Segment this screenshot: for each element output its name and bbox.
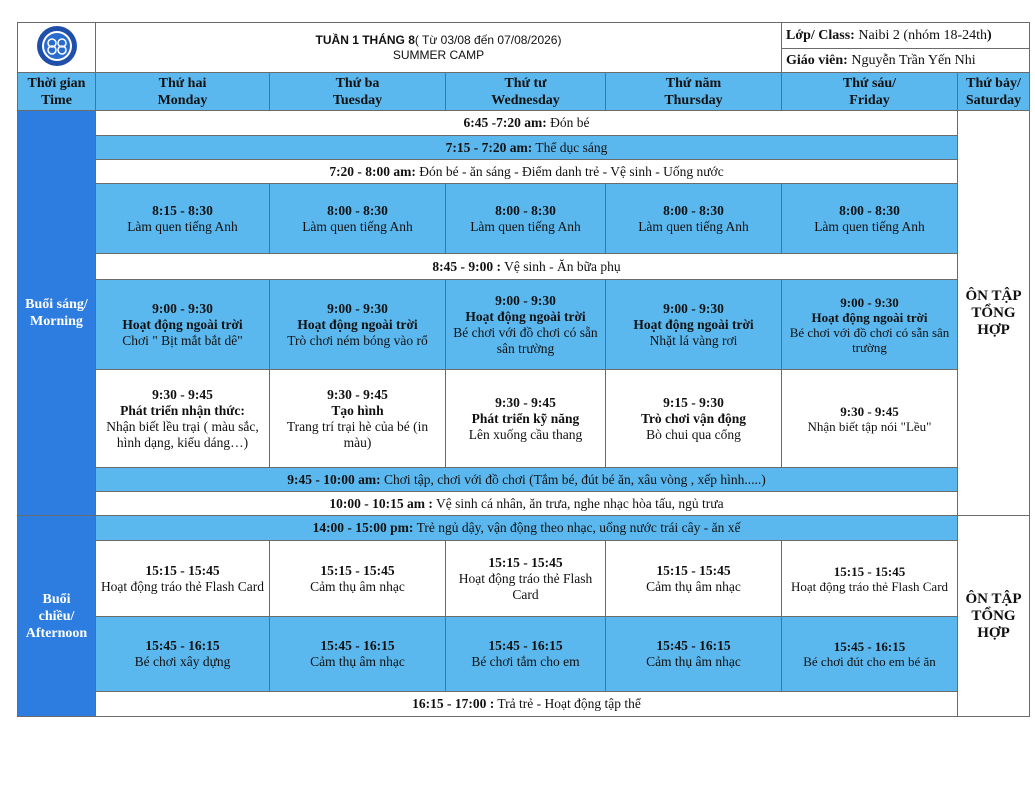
development-monday: 9:30 - 9:45 Phát triển nhận thức: Nhận biết lều trại ( màu sắc, hình dạng, kiểu dáng…): [96, 370, 270, 468]
span-row-wakeup: 14:00 - 15:00 pm: Trẻ ngủ dậy, vận động theo nhạc, uống nước trái cây - ăn xế: [96, 516, 958, 541]
afternoon1-tuesday: 15:15 - 15:45 Cảm thụ âm nhạc: [270, 541, 446, 617]
afternoon1-wednesday: 15:15 - 15:45 Hoạt động tráo thẻ Flash Card: [446, 541, 606, 617]
english-monday: 8:15 - 8:30 Làm quen tiếng Anh: [96, 184, 270, 254]
outdoor-monday: 9:00 - 9:30 Hoạt động ngoài trời Chơi " Bịt mắt bắt dê": [96, 280, 270, 370]
span-row-exercise: 7:15 - 7:20 am: Thể dục sáng: [96, 136, 958, 160]
teacher-info: Giáo viên: Nguyễn Trần Yến Nhi: [782, 49, 1030, 73]
span-row-lunch: 10:00 - 10:15 am : Vệ sinh cá nhân, ăn trưa, nghe nhạc hòa tấu, ngủ trưa: [96, 492, 958, 516]
col-header-time: Thời gian Time: [18, 73, 96, 111]
english-friday: 8:00 - 8:30 Làm quen tiếng Anh: [782, 184, 958, 254]
span-row-pickup: 16:15 - 17:00 : Trả trẻ - Hoạt động tập thể: [96, 692, 958, 717]
afternoon-label: Buổi chiều/ Afternoon: [18, 516, 96, 717]
school-logo: [18, 23, 96, 73]
school-logo-icon: [35, 24, 79, 68]
afternoon1-thursday: 15:15 - 15:45 Cảm thụ âm nhạc: [606, 541, 782, 617]
col-header-monday: Thứ hai Monday: [96, 73, 270, 111]
schedule-table: [17, 22, 1030, 717]
development-wednesday: 9:30 - 9:45 Phát triển kỹ năng Lên xuống cầu thang: [446, 370, 606, 468]
english-tuesday: 8:00 - 8:30 Làm quen tiếng Anh: [270, 184, 446, 254]
col-header-wednesday: Thứ tư Wednesday: [446, 73, 606, 111]
afternoon2-wednesday: 15:45 - 16:15 Bé chơi tắm cho em: [446, 617, 606, 692]
development-friday: 9:30 - 9:45 Nhận biết tập nói "Lều": [782, 370, 958, 468]
development-tuesday: 9:30 - 9:45 Tạo hình Trang trí trại hè của bé (in màu): [270, 370, 446, 468]
morning-label: Buổi sáng/ Morning: [18, 111, 96, 516]
week-title: TUẦN 1 THÁNG 8( Từ 03/08 đến 07/08/2026) SUMMER CAMP: [96, 23, 782, 73]
col-header-tuesday: Thứ ba Tuesday: [270, 73, 446, 111]
afternoon2-tuesday: 15:45 - 16:15 Cảm thụ âm nhạc: [270, 617, 446, 692]
outdoor-wednesday: 9:00 - 9:30 Hoạt động ngoài trời Bé chơi với đồ chơi có sẵn sân trường: [446, 280, 606, 370]
saturday-review-afternoon: ÔN TẬP TỔNG HỢP: [958, 516, 1030, 717]
span-row-arrival: 6:45 -7:20 am: Đón bé: [96, 111, 958, 136]
col-header-saturday: Thứ bảy/ Saturday: [958, 73, 1030, 111]
outdoor-friday: 9:00 - 9:30 Hoạt động ngoài trời Bé chơi với đồ chơi có sẵn sân trường: [782, 280, 958, 370]
english-thursday: 8:00 - 8:30 Làm quen tiếng Anh: [606, 184, 782, 254]
development-thursday: 9:15 - 9:30 Trò chơi vận động Bò chui qua cổng: [606, 370, 782, 468]
afternoon2-friday: 15:45 - 16:15 Bé chơi đút cho em bé ăn: [782, 617, 958, 692]
class-info: Lớp/ Class: Naibi 2 (nhóm 18-24th): [782, 23, 1030, 49]
span-row-snack: 8:45 - 9:00 : Vệ sinh - Ăn bữa phụ: [96, 254, 958, 280]
outdoor-tuesday: 9:00 - 9:30 Hoạt động ngoài trời Trò chơi ném bóng vào rổ: [270, 280, 446, 370]
span-row-play: 9:45 - 10:00 am: Chơi tập, chơi với đồ chơi (Tắm bé, đút bé ăn, xâu vòng , xếp hình.....): [96, 468, 958, 492]
english-wednesday: 8:00 - 8:30 Làm quen tiếng Anh: [446, 184, 606, 254]
saturday-review-morning: ÔN TẬP TỔNG HỢP: [958, 111, 1030, 516]
outdoor-thursday: 9:00 - 9:30 Hoạt động ngoài trời Nhặt lá vàng rơi: [606, 280, 782, 370]
afternoon2-thursday: 15:45 - 16:15 Cảm thụ âm nhạc: [606, 617, 782, 692]
col-header-friday: Thứ sáu/ Friday: [782, 73, 958, 111]
span-row-breakfast: 7:20 - 8:00 am: Đón bé - ăn sáng - Điểm danh trẻ - Vệ sinh - Uống nước: [96, 160, 958, 184]
afternoon2-monday: 15:45 - 16:15 Bé chơi xây dựng: [96, 617, 270, 692]
afternoon1-friday: 15:15 - 15:45 Hoạt động tráo thẻ Flash Card: [782, 541, 958, 617]
afternoon1-monday: 15:15 - 15:45 Hoạt động tráo thẻ Flash Card: [96, 541, 270, 617]
col-header-thursday: Thứ năm Thursday: [606, 73, 782, 111]
